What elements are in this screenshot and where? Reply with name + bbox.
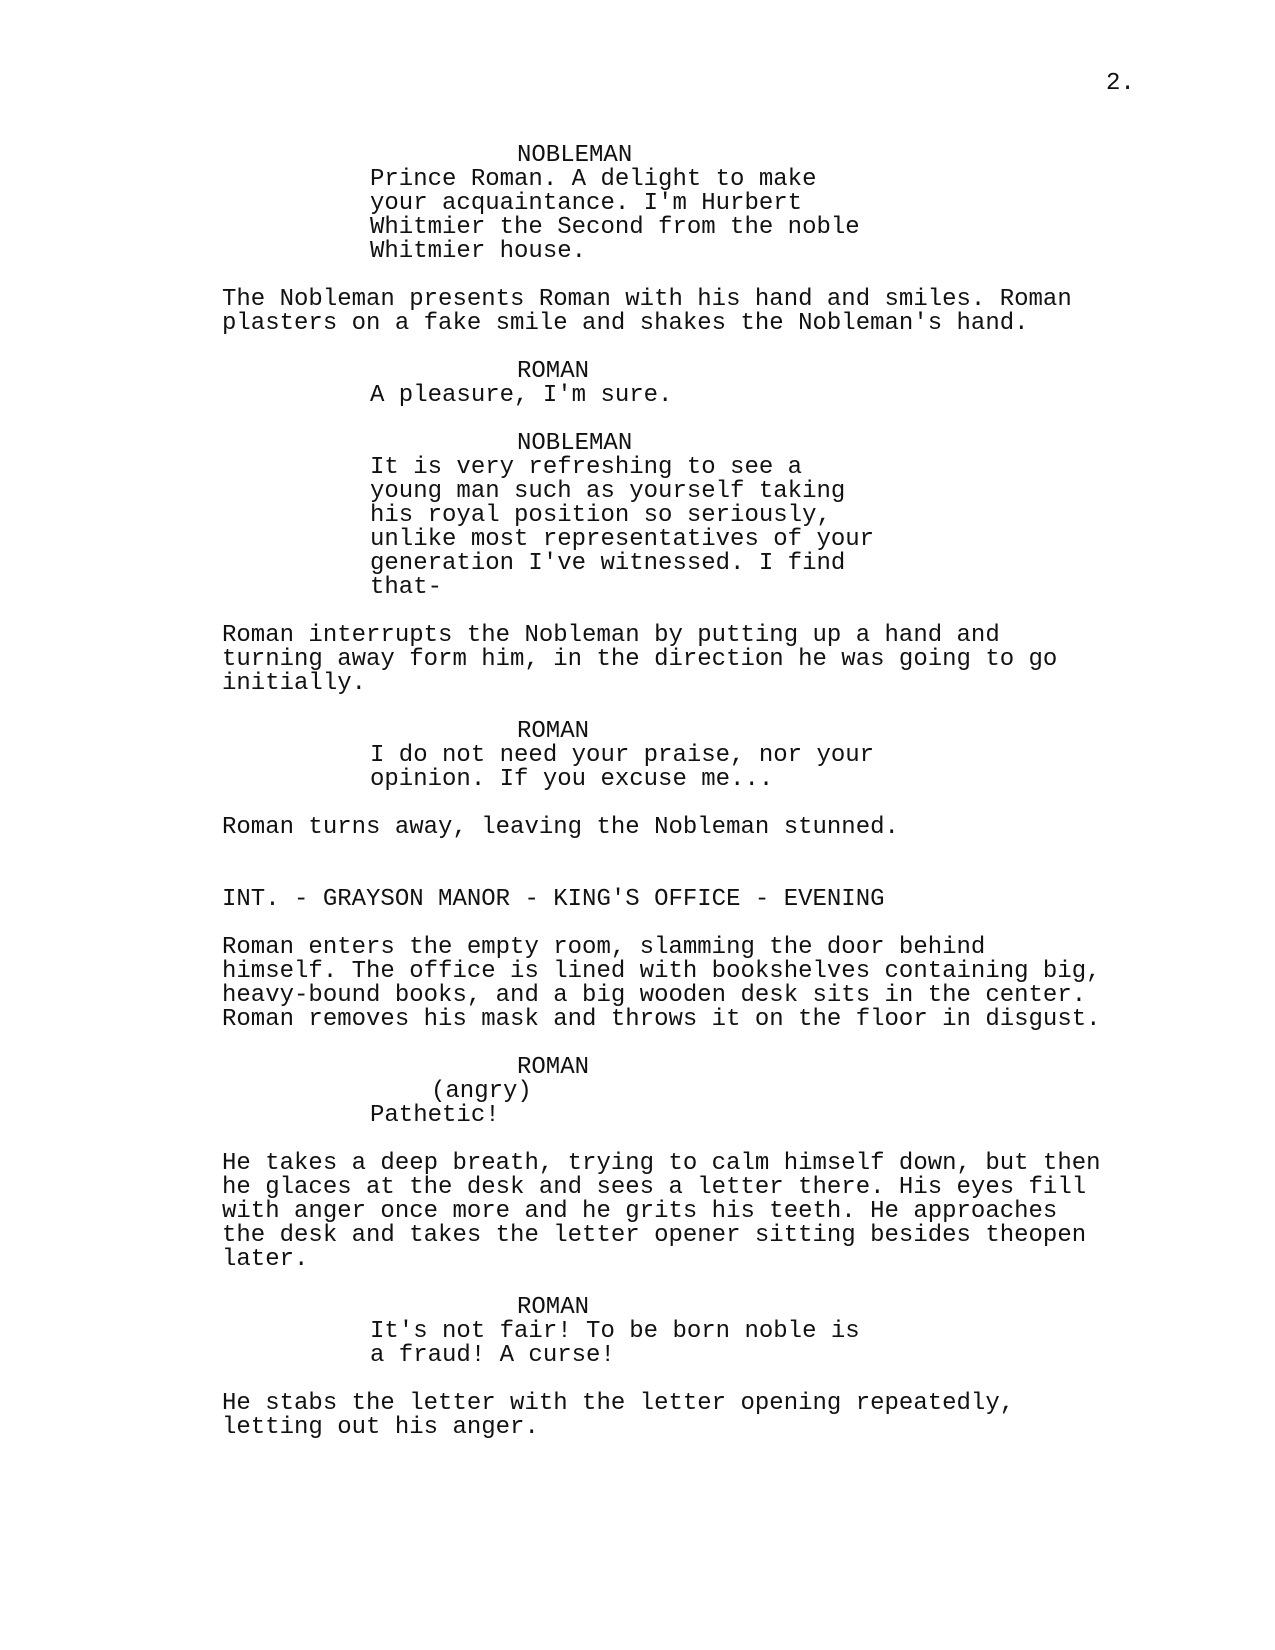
- action-line: the desk and takes the letter opener sitting besides theopen: [222, 1222, 1087, 1249]
- character-cue: ROMAN: [517, 718, 590, 745]
- action-line: Roman removes his mask and throws it on the floor in disgust.: [222, 1006, 1101, 1033]
- action-line: turning away form him, in the direction he was going to go: [222, 646, 1058, 673]
- dialogue-line: Pathetic!: [370, 1102, 500, 1129]
- action-line: heavy-bound books, and a big wooden desk sits in the center.: [222, 982, 1087, 1009]
- action-line: he glaces at the desk and sees a letter there. His eyes fill: [222, 1174, 1087, 1201]
- action-line: with anger once more and he grits his teeth. He approaches: [222, 1198, 1058, 1225]
- character-cue: NOBLEMAN: [517, 142, 633, 169]
- action-line: Roman turns away, leaving the Nobleman stunned.: [222, 814, 899, 841]
- character-cue: ROMAN: [517, 1294, 590, 1321]
- scene-heading: INT. - GRAYSON MANOR - KING'S OFFICE - EVENING: [222, 886, 885, 913]
- dialogue-line: young man such as yourself taking: [370, 478, 846, 505]
- action-line: later.: [222, 1246, 309, 1273]
- dialogue-line: Prince Roman. A delight to make: [370, 166, 817, 193]
- dialogue-line: unlike most representatives of your: [370, 526, 875, 553]
- dialogue-line: I do not need your praise, nor your: [370, 742, 875, 769]
- parenthetical: (angry): [431, 1078, 532, 1105]
- page-number: 2.: [1106, 70, 1135, 97]
- dialogue-line: that-: [370, 574, 443, 601]
- action-line: Roman interrupts the Nobleman by putting up a hand and: [222, 622, 1000, 649]
- character-cue: ROMAN: [517, 1054, 590, 1081]
- dialogue-line: It is very refreshing to see a: [370, 454, 803, 481]
- action-line: The Nobleman presents Roman with his hand and smiles. Roman: [222, 286, 1072, 313]
- character-cue: ROMAN: [517, 358, 590, 385]
- action-line: He stabs the letter with the letter opening repeatedly,: [222, 1390, 1015, 1417]
- dialogue-line: Whitmier the Second from the noble: [370, 214, 860, 241]
- dialogue-line: generation I've witnessed. I find: [370, 550, 846, 577]
- dialogue-line: It's not fair! To be born noble is: [370, 1318, 860, 1345]
- action-line: Roman enters the empty room, slamming the door behind: [222, 934, 986, 961]
- action-line: He takes a deep breath, trying to calm himself down, but then: [222, 1150, 1101, 1177]
- character-cue: NOBLEMAN: [517, 430, 633, 457]
- dialogue-line: Whitmier house.: [370, 238, 587, 265]
- dialogue-line: opinion. If you excuse me...: [370, 766, 774, 793]
- action-line: plasters on a fake smile and shakes the Nobleman's hand.: [222, 310, 1029, 337]
- action-line: himself. The office is lined with bookshelves containing big,: [222, 958, 1101, 985]
- action-line: initially.: [222, 670, 367, 697]
- dialogue-line: a fraud! A curse!: [370, 1342, 615, 1369]
- dialogue-line: his royal position so seriously,: [370, 502, 831, 529]
- dialogue-line: your acquaintance. I'm Hurbert: [370, 190, 803, 217]
- dialogue-line: A pleasure, I'm sure.: [370, 382, 673, 409]
- action-line: letting out his anger.: [222, 1414, 539, 1441]
